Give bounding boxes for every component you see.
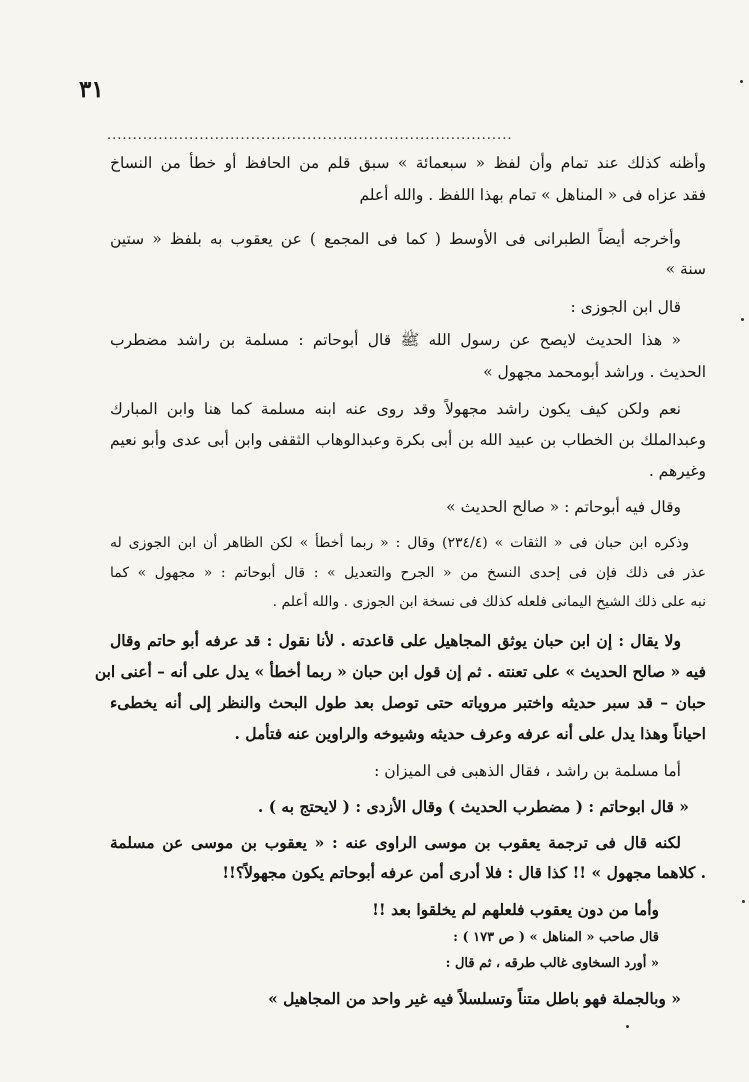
text-line: « وبالجملة فهو باطل متناً وتسلسلاً فيه غير واحد من المجاهيل » bbox=[268, 989, 681, 1008]
text-line: « هذا الحديث لايصح عن رسول الله ﷺ قال أبوحاتم : مسلمة بن راشد مضطرب bbox=[110, 331, 681, 349]
text-line: احياناً وهذا يدل على أنه عرفه وعرف حديثه وشيوخه والراوين عنه فتأمل . bbox=[234, 724, 706, 743]
text-line: وأظنه كذلك عند تمام وأن لفظ « سبعمائة » سبق قلم من الحافظ أو خطأ من النساخ bbox=[110, 154, 706, 172]
scan-speck bbox=[740, 80, 743, 83]
text-line: . كلاهما مجهول » !! كذا قال : فلا أدرى أمن عرفه أبوحاتم يكون مجهولاً؟!! bbox=[222, 863, 706, 882]
text-line: نعم ولكن كيف يكون راشد مجهولاً وقد روى عنه ابنه مسلمة كما هنا وابن المبارك bbox=[110, 400, 681, 418]
text-line: وأخرجه أيضاً الطبرانى فى الأوسط ( كما فى المجمع ) عن يعقوب به بلفظ « ستين bbox=[110, 230, 681, 248]
text-line: فيه « صالح الحديث » على تعنته . ثم إن قول ابن حبان « ربما أخطأ » يدل على أنه – أعنى ابن bbox=[94, 662, 706, 681]
text-line: قال صاحب « المناهل » ( ص ١٧٣ ) : bbox=[453, 930, 659, 945]
text-line: وعبدالملك بن الخطاب بن عبيد الله بن أبى بكرة وعبدالوهاب الثقفى وابن أبى عدى وأبو نعيم bbox=[110, 431, 706, 449]
text-line: قال ابن الجوزى : bbox=[570, 298, 681, 316]
text-line: وقال فيه أبوحاتم : « صالح الحديث » bbox=[446, 498, 681, 516]
separator-line: ............................................................................... bbox=[107, 128, 513, 143]
text-line: عذر فى ذلك فإن فى إحدى النسخ من « الجرح والتعديل » : قال أبوحاتم : « مجهول » كما bbox=[110, 565, 706, 581]
scan-speck bbox=[742, 900, 745, 903]
text-line: ولا يقال : إن ابن حبان يوثق المجاهيل على قاعدته . لأنا نقول : قد عرفه أبو حاتم وقال bbox=[110, 631, 681, 650]
scan-speck bbox=[626, 1025, 629, 1028]
text-line: الحديث . وراشد أبومحمد مجهول » bbox=[483, 363, 706, 381]
text-line: نبه على ذلك الشيخ اليمانى فلعله كذلك فى نسخة ابن الجوزى . والله أعلم . bbox=[272, 594, 706, 610]
text-line: أما مسلمة بن راشد ، فقال الذهبى فى الميزان : bbox=[374, 762, 681, 780]
text-line: وذكره ابن حبان فى « الثقات » (٢٣٤/٤) وقال : « ربما أخطأ » لكن الظاهر أن ابن الجوزى له bbox=[110, 535, 689, 551]
text-line: « قال ابوحاتم : ( مضطرب الحديث ) وقال الأزدى : ( لايحتج به ) . bbox=[257, 797, 689, 816]
text-line: « أورد السخاوى غالب طرقه ، ثم قال : bbox=[445, 956, 659, 971]
text-line: وغيرهم . bbox=[648, 462, 706, 480]
text-line: لكنه قال فى ترجمة يعقوب بن موسى الراوى عنه : « يعقوب بن موسى عن مسلمة bbox=[110, 833, 681, 852]
text-line: وأما من دون يعقوب فلعلهم لم يخلقوا بعد !! bbox=[372, 900, 659, 919]
scan-speck bbox=[741, 318, 744, 321]
page-number: ٣١ bbox=[79, 76, 104, 103]
text-line: حبان – قد سبر حديثه واختبر مروياته حتى توصل بعد طول البحث والنظر إلى أنه يخطىء bbox=[110, 693, 706, 712]
text-line: فقد عزاه فى « المناهل » تمام بهذا اللفظ . والله أعلم bbox=[359, 186, 706, 204]
text-line: سنة » bbox=[665, 260, 706, 278]
